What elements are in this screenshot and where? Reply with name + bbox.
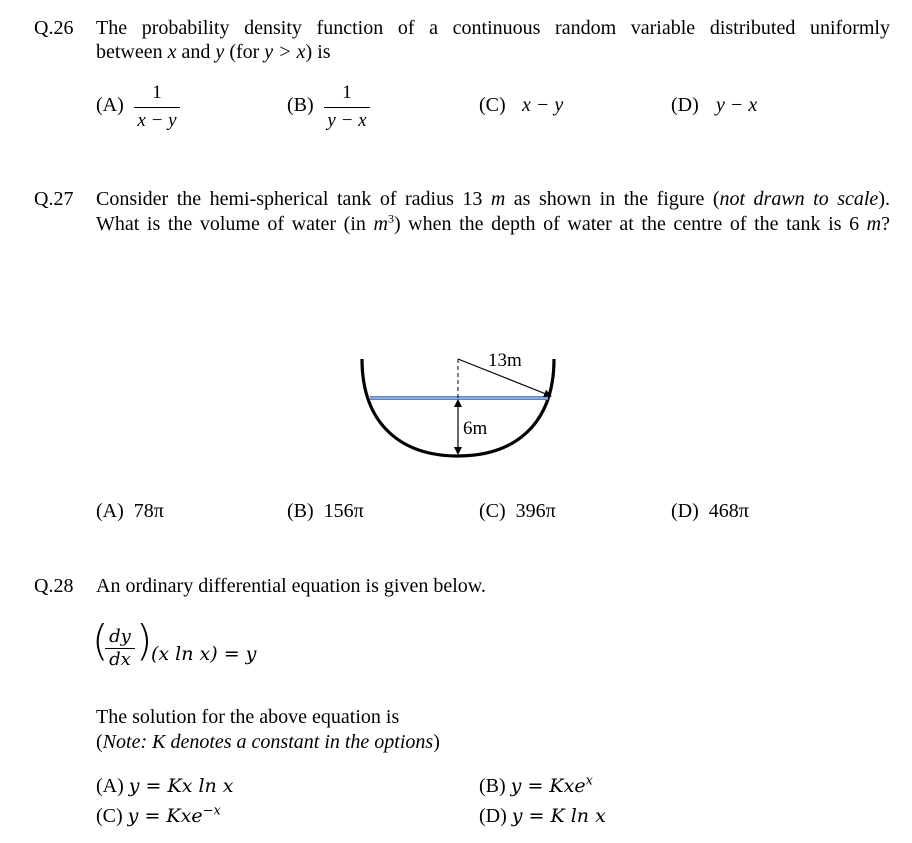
option-c-expr: x − y	[522, 94, 564, 116]
dy-dx-fraction: $\frac{dy}{dx}$	[105, 626, 135, 670]
question-text-line1: Consider the hemi-spherical tank of radius 13 m as shown in the figure (not drawn to scale).	[96, 188, 890, 210]
option-d: (D) 468π	[671, 500, 749, 522]
option-d-expr: y − x	[716, 94, 758, 116]
option-a-label: (A)	[96, 94, 124, 116]
radius-label: 13m	[488, 350, 522, 371]
question-number: Q.28	[34, 575, 74, 597]
question-text: An ordinary differential equation is given below.	[96, 575, 486, 597]
question-text-line1: The probability density function of a continuous random variable distributed uniformly	[96, 17, 890, 39]
question-number: Q.27	[34, 188, 74, 210]
option-b-fraction: $\frac{1}{y - x}$	[324, 82, 370, 132]
question-text-line2: between x and y (for y > x) is	[96, 41, 331, 63]
depth-arrow-down	[454, 447, 462, 455]
equation-rest: (x ln x) = y	[151, 643, 257, 665]
question-number: Q.26	[34, 17, 74, 39]
option-b: (B) 156π	[287, 500, 364, 522]
question-text-line2: What is the volume of water (in $m^3$) when the depth of water at the centre of the tank is 6 m?	[96, 211, 890, 235]
option-a: (A) 78π	[96, 500, 164, 522]
option-c-label: (C)	[479, 94, 506, 116]
option-d-label: (D)	[671, 94, 699, 116]
depth-arrow-up	[454, 399, 462, 407]
note-text: (Note: K denotes a constant in the options)	[96, 731, 440, 753]
option-d: (D) y = K ln x	[479, 805, 606, 827]
hemisphere-tank-figure	[350, 345, 570, 465]
option-a: (A) y = Kx ln x	[96, 775, 234, 797]
option-c: (C) 396π	[479, 500, 556, 522]
option-c: (C) y = Kxe$^{-x}$	[96, 803, 221, 827]
option-a-fraction: $\frac{1}{x - y}$	[134, 82, 180, 132]
option-b: (B) y = Kxe$^x$	[479, 773, 593, 797]
differential-equation	[92, 616, 292, 682]
left-paren: (	[92, 616, 109, 665]
option-b-label: (B)	[287, 94, 314, 116]
right-paren: )	[136, 616, 153, 665]
depth-label: 6m	[463, 418, 488, 439]
solution-text: The solution for the above equation is	[96, 706, 400, 728]
